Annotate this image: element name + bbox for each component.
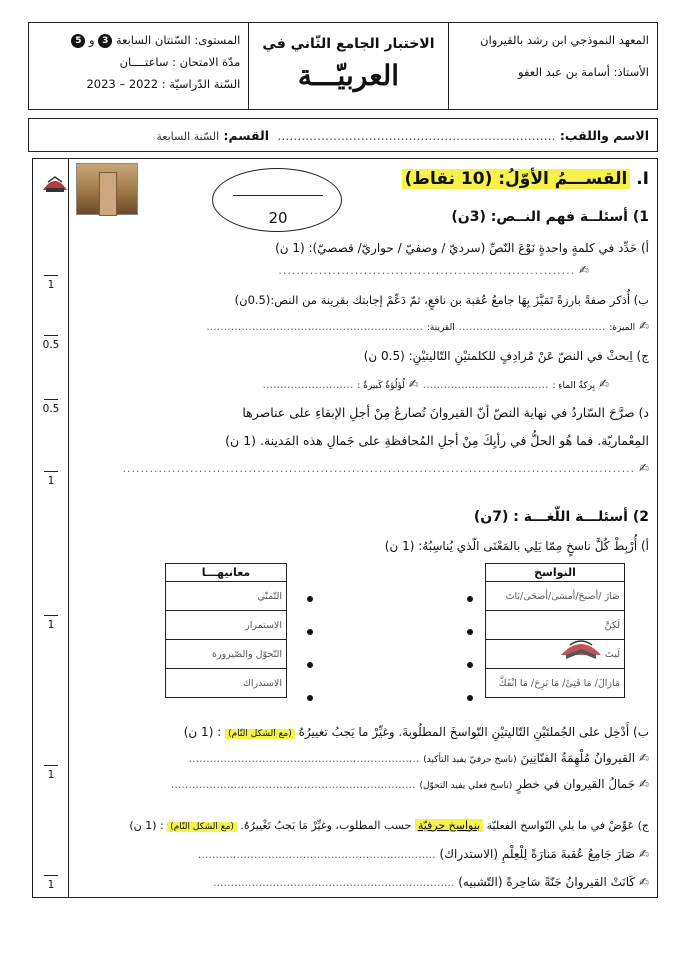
meaning-item: الاستدراك [166,669,287,698]
evidence-dots: .............................................................. [206,320,424,333]
exam-content [73,159,649,897]
answer-b-line[interactable] [206,319,649,333]
grade-total: 20 [268,209,288,227]
name-field[interactable] [277,128,657,143]
grade-score-line [233,195,323,196]
level-label: المستوى: السّنتان السابعة [115,33,241,47]
match-dot-right[interactable] [467,629,473,635]
language-title: 2) أسئلـــة اللّغـــة : (7ن) [473,509,649,525]
match-dot-left[interactable] [307,662,313,668]
synonym-dots-1: .................................... [422,378,549,391]
match-dot-left[interactable] [307,596,313,602]
evidence-label: القرينة: [426,323,455,333]
qc-sentence-2-text: كَانَتْ القيروانُ جَنّةً سَاحِرةً [506,875,636,889]
lang-qb-sentence-1[interactable] [189,751,649,765]
sentence-2-hint: (ناسخ فعلي يفيد التحوّل) [419,781,513,791]
score-margin [33,159,69,897]
qc-sentence-1-text: صَارَ جَامِعُ عُقبةَ مَنارَةً لِلْعِلْمِ [501,847,636,861]
score-lang-b: 1 [37,765,65,781]
exam-info [29,23,248,109]
meanings-table [165,563,287,698]
match-dot-left[interactable] [307,695,313,701]
match-dot-right[interactable] [467,596,473,602]
level-line [37,29,240,51]
exam-title-box [248,23,447,109]
pen-icon: ✍ [638,875,649,889]
qc-sentence-1-dots: .................................................................... [197,848,436,861]
school-info [448,23,657,109]
match-dot-right[interactable] [467,695,473,701]
score-lang-c: 1 [37,875,65,891]
synonym-word-1: بِركةُ الماءِ : [552,381,596,391]
score-lang-a: 1 [37,615,65,631]
answer-d-line[interactable] [122,461,649,475]
exam-header [28,22,658,110]
score-qd: 1 [37,471,65,487]
lang-qb-points: : (1 ن) [183,725,222,739]
lang-qc-sentence-1[interactable] [198,847,649,861]
lang-question-c [129,819,649,832]
meanings-header: معانيهـــا [166,564,287,582]
lang-question-a: أ) أُرْبِطْ كُلَّ ناسخٍ مِمّا يَلِي بالمَعْنَى الّذي يُناسِبُهُ: (1 ن) [384,539,649,553]
name-label: الاسم واللقب: [559,127,649,143]
lang-qb-note: (مع الشكل التّام) [225,729,295,739]
score-qc: 0.5 [37,399,65,415]
sentence-1-hint: (ناسخ حرفيّ يفيد التأكيد) [423,755,517,765]
answer-a-line[interactable] [278,263,589,277]
question-a: أ) حَدِّد في كلمةٍ واحدةٍ نَوْعَ النّصِّ (سرديّ / وصفيّ / حواريّ/ قصصيّ): (1 ن) [275,241,649,255]
lang-qc-note: (مع الشكل التّام) [167,822,237,832]
lang-qc-text-2: حسب المطلوب، وغيِّرْ مَا يَجبُ تَغْييرُهُ. [240,819,412,832]
pen-icon: ✍ [408,377,419,391]
match-dot-right[interactable] [467,662,473,668]
pen-icon: ✍ [638,751,649,765]
part1-num: I. [636,169,649,189]
name-dots: ...................................................................... [277,127,556,143]
minaret-shape [99,172,117,216]
pen-icon: ✍ [638,777,649,791]
qc-sentence-2-dots: ..................................................................... [213,876,455,889]
feature-label: الميزة: [609,323,636,333]
part1-title: القســـمُ الأوّلُ: (10 نقاط) [402,169,631,189]
sentence-1-dots: .................................................................. [188,752,420,765]
lang-qc-highlight: بنواسخ حرفيّة [415,819,483,832]
particles-header: النواسخ [486,564,625,582]
exam-title: الاختبار الجامع الثّاني في [262,36,435,52]
meaning-item: التّحوّل والصّيرورة [166,640,287,669]
level-num-2: 5 [71,34,85,48]
lang-qc-points: : (1 ن) [129,819,164,832]
score-qa: 1 [37,275,65,291]
sentence-2-dots: ...................................................................... [170,778,416,791]
pen-icon: ✍ [638,847,649,861]
qc-sentence-2-hint: (التّشبيه) [458,875,503,889]
answer-d-dots: .................................................................................................................. [122,462,636,475]
student-name-bar [28,118,658,152]
particle-item: لَيتَ [486,640,625,669]
synonym-dots-2: .......................... [262,378,354,391]
sentence-2-text: جَمالُ القيروان في خطرٍ [516,777,636,791]
question-d-line1: د) صرَّحَ السّاردُ في نهاية النصّ أنّ القيروانَ تُصارعُ مِنْ أجلِ الإبقاءِ على عناصرها [242,405,649,420]
question-c: ج) اِبحثْ في النصّ عَنْ مُرادِفٍ للكلمتيْنِ التّاليتيْنِ: (0.5 ن) [363,349,649,363]
grade-oval [212,168,342,232]
comprehension-title: 1) أسئلــة فهم النــص: (3ن) [451,209,649,225]
particle-item: صَارَ /أصبحَ/أمسَى/أضحَى/بَاتَ [486,582,625,611]
school-name: المعهد النموذجي ابن رشد بالقيروان [480,33,649,47]
section-field [29,128,277,143]
synonym-word-2: لُؤلُؤةٌ كَبيرةٌ : [357,381,405,391]
question-d-line2: المِعْماريّة. فما هُو الحلُّ في رأيِكَ مِنْ أجلِ المُحافظةِ على جَمالِ هذه المَدينة. (1 ن) [225,433,649,448]
level-num-1: 3 [98,34,112,48]
sentence-1-text: القيروانُ مُلْهِمَةُ الفنّانِينَ [520,751,636,765]
answer-a-dots: .................................................................. [278,264,576,277]
meaning-item: التّمنّي [166,582,287,611]
book-logo-icon [556,625,606,665]
subject-title: العربيّـــة [297,59,400,92]
section-value: السّنة السابعة [156,129,220,143]
lang-qc-text-1: ج) عَوِّضْ في ما يلي النّواسخ الفعليّة [486,819,649,832]
duration: مدّة الامتحان : ساعتــــان [119,55,241,69]
lang-qb-sentence-2[interactable] [171,777,649,791]
score-qb: 0.5 [37,335,65,351]
pen-icon: ✍ [598,377,609,391]
lang-question-b [184,725,649,739]
lang-qc-sentence-2[interactable] [213,875,649,889]
exam-body [32,158,658,898]
lang-qb-text: ب) أَدْخِل على الجُملتَيْنِ التّاليتيْنِ النّواسخَ المطلُوبةَ. وغيِّرْ ما يَجبُ تغييرُهُ [298,725,649,739]
part1-heading [402,169,649,189]
particle-item: مَازالَ/ مَا فَتِئَ/ مَا بَرِحَ/ مَا انْفَكَّ [486,669,625,698]
particle-item: لَكِنَّ [486,611,625,640]
pen-icon: ✍ [638,461,649,475]
feature-dots: .......................................... [458,320,606,333]
answer-c-line[interactable] [263,377,610,391]
school-year: السّنة الدّراسيّة : 2022 – 2023 [86,77,241,91]
school-logo-icon [40,168,70,196]
meaning-item: الاستمرار [166,611,287,640]
teacher-name: الأستاذ: أسامة بن عبد العفو [518,65,649,79]
question-b: ب) أُذكر صفةً بارزةً تَمَيَّزَ بِهَا جامعُ عُقبة بن نافعٍ، ثمّ دَعِّمْ إجابتك بقرينة من النص:(0.5ن) [234,293,649,307]
level-and: و [88,33,95,47]
section-label: القسم: [223,127,269,143]
qc-sentence-1-hint: (الاستدراك) [439,847,499,861]
mosque-photo [76,163,138,215]
pen-icon: ✍ [638,319,649,333]
pen-icon: ✍ [578,263,589,277]
match-dot-left[interactable] [307,629,313,635]
